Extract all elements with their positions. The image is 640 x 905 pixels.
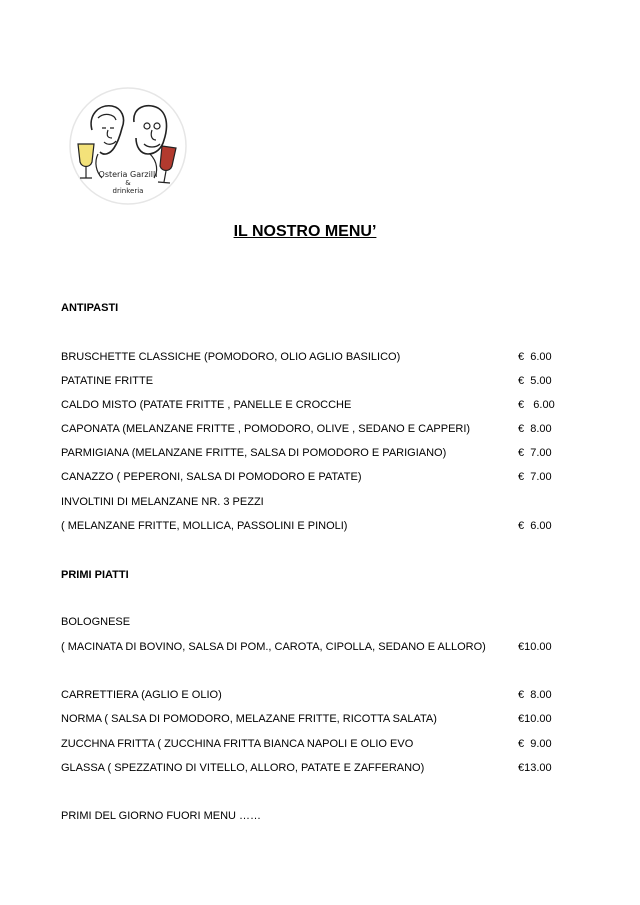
logo-line1: Osteria Garzilli: [98, 170, 158, 179]
menu-item-price: € 7.00: [518, 471, 552, 483]
menu-item-price: € 9.00: [518, 738, 552, 750]
menu-item-name: PATATINE FRITTE: [61, 375, 154, 387]
menu-item-name: NORMA ( SALSA DI POMODORO, MELAZANE FRITTE, RICOTTA SALATA): [61, 713, 437, 725]
menu-item-name: CALDO MISTO (PATATE FRITTE , PANELLE E CROCCHE: [61, 399, 352, 411]
menu-item: [61, 494, 552, 510]
menu-item-price: € 6.00: [518, 520, 552, 532]
menu-item-name: INVOLTINI DI MELANZANE NR. 3 PEZZI: [61, 496, 264, 508]
page-title: IL NOSTRO MENU’: [233, 223, 377, 240]
menu-item-price: € 7.00: [518, 447, 552, 459]
menu-item: [61, 736, 552, 752]
menu-item-price: €10.00: [518, 641, 552, 653]
menu-item-name: GLASSA ( SPEZZATINO DI VITELLO, ALLORO, PATATE E ZAFFERANO): [61, 762, 425, 774]
menu-item-price: € 8.00: [518, 689, 552, 701]
menu-item-price: €10.00: [518, 713, 552, 725]
menu-item-name: PARMIGIANA (MELANZANE FRITTE, SALSA DI POMODORO E PARIGIANO): [61, 447, 447, 459]
footer-note: PRIMI DEL GIORNO FUORI MENU ……: [61, 810, 262, 822]
menu-item-name: BOLOGNESE: [61, 616, 131, 628]
menu-item-name: BRUSCHETTE CLASSICHE (POMODORO, OLIO AGLIO BASILICO): [61, 351, 401, 363]
menu-item: [61, 349, 552, 365]
menu-item: [61, 614, 552, 630]
menu-item: [61, 687, 552, 703]
menu-item-price: € 5.00: [518, 375, 552, 387]
menu-item-price: € 6.00: [518, 351, 552, 363]
menu-item-price: € 6.00: [518, 399, 555, 411]
menu-item: [61, 639, 552, 655]
menu-item: [61, 469, 552, 485]
menu-item: [61, 421, 552, 437]
menu-item-name: ( MACINATA DI BOVINO, SALSA DI POM., CAROTA, CIPOLLA, SEDANO E ALLORO): [61, 641, 486, 653]
menu-item-name: ZUCCHNA FRITTA ( ZUCCHINA FRITTA BIANCA NAPOLI E OLIO EVO: [61, 738, 414, 750]
menu-item: [61, 518, 552, 534]
menu-item: [61, 373, 552, 389]
menu-item-price: €13.00: [518, 762, 552, 774]
menu-item-price: € 8.00: [518, 423, 552, 435]
menu-item-name: CAPONATA (MELANZANE FRITTE , POMODORO, OLIVE , SEDANO E CAPPERI): [61, 423, 471, 435]
logo-line2: &: [125, 179, 131, 187]
restaurant-logo: [68, 86, 188, 206]
menu-item: [61, 760, 552, 776]
menu-item: [61, 397, 555, 413]
menu-item-name: CANAZZO ( PEPERONI, SALSA DI POMODORO E PATATE): [61, 471, 362, 483]
menu-item-name: ( MELANZANE FRITTE, MOLLICA, PASSOLINI E PINOLI): [61, 520, 348, 532]
menu-item: [61, 445, 552, 461]
section-heading-antipasti: ANTIPASTI: [61, 302, 119, 314]
logo-graphic: [68, 86, 188, 206]
section-heading-primi: PRIMI PIATTI: [61, 569, 129, 581]
menu-item: [61, 711, 552, 727]
menu-item-name: CARRETTIERA (AGLIO E OLIO): [61, 689, 222, 701]
logo-line3: drinkeria: [112, 187, 144, 195]
